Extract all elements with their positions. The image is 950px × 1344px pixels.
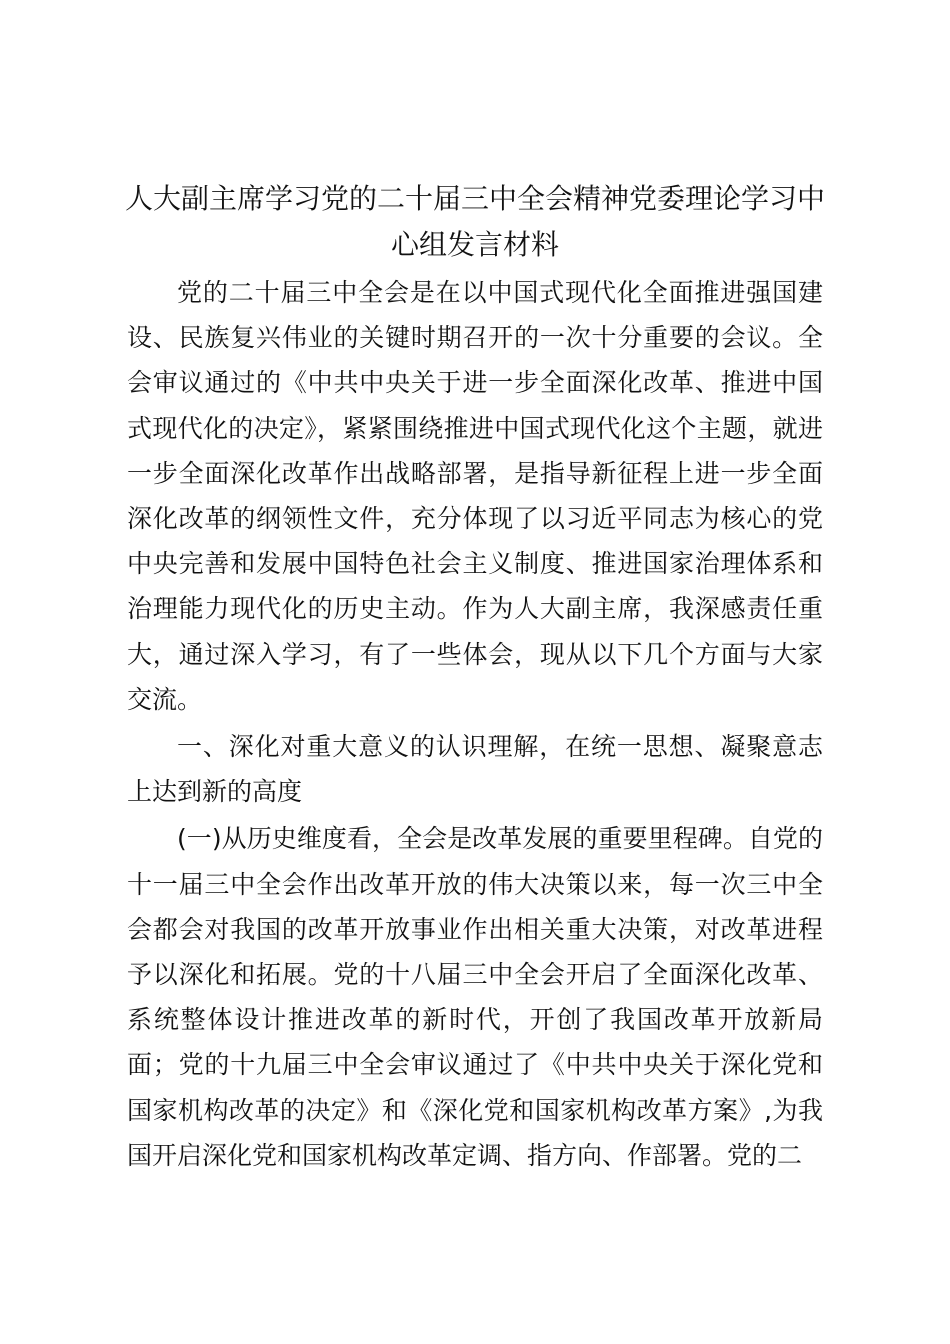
body-paragraph: (一)从历史维度看，全会是改革发展的重要里程碑。自党的十一届三中全会作出改革开放的伟大决策以来，每一次三中全会都会对我国的改革开放事业作出相关重大决策，对改革进程予以深化和拓展。党的十八届三中全会开启了全面深化改革、系统整体设计推进改革的新时代，开创了我国改革开放新局面；党的十九届三中全会审议通过了《中共中央关于深化党和国家机构改革的决定》和《深化党和国家机构改革方案》,为我国开启深化党和国家机构改革定调、指方向、作部署。党的二 (127, 824, 823, 1170)
intro-paragraph: 党的二十届三中全会是在以中国式现代化全面推进强国建设、民族复兴伟业的关键时期召开的一次十分重要的会议。全会审议通过的《中共中央关于进一步全面深化改革、推进中国式现代化的决定》，紧紧围绕推进中国式现代化这个主题，就进一步全面深化改革作出战略部署，是指导新征程上进一步全面深化改革的纲领性文件，充分体现了以习近平同志为核心的党中央完善和发展中国特色社会主义制度、推进国家治理体系和治理能力现代化的历史主动。作为人大副主席，我深感责任重大，通过深入学习，有了一些体会，现从以下几个方面与大家交流。 (127, 278, 823, 714)
document-page (124, 176, 825, 1178)
section-heading: 一、深化对重大意义的认识理解，在统一思想、凝聚意志上达到新的高度 (127, 732, 823, 807)
document-title: 人大副主席学习党的二十届三中全会精神党委理论学习中心组发言材料 (124, 182, 825, 261)
